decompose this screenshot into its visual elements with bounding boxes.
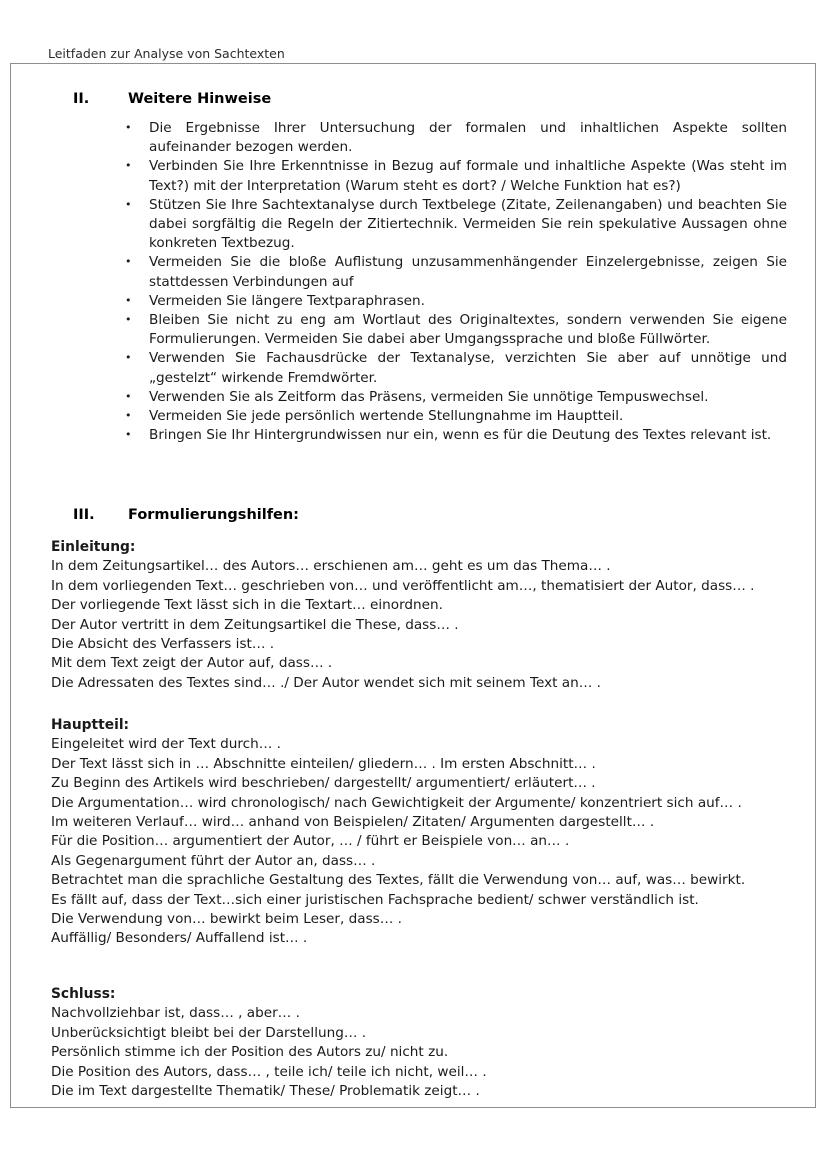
phrase-line: Die Adressaten des Textes sind… ./ Der Autor wendet sich mit seinem Text an… . (51, 674, 601, 691)
bullet-icon: • (125, 121, 132, 134)
bullet-icon: • (125, 255, 132, 269)
bullet-icon: • (125, 409, 132, 423)
list-item-text: Die Ergebnisse Ihrer Untersuchung der formalen und inhaltlichen Aspekte sollten aufeinander bezogen werden. (149, 120, 787, 156)
phrase-line: Mit dem Text zeigt der Autor auf, dass… . (51, 655, 333, 672)
page-content-frame (10, 63, 816, 1108)
list-item (117, 292, 787, 311)
section-number: III. (73, 507, 95, 523)
block-title: Schluss: (51, 986, 116, 1002)
phrase-line: Persönlich stimme ich der Position des Autors zu/ nicht zu. (51, 1044, 449, 1061)
list-item-text: Verbinden Sie Ihre Erkenntnisse in Bezug auf formale und inhaltliche Aspekte (Was steht im Text?) mit der Interpretation (Warum steht es dort? / Welche Funktion hat es?) (149, 158, 787, 194)
list-item-text: Vermeiden Sie jede persönlich wertende Stellungnahme im Hauptteil. (149, 408, 624, 425)
list-item-text: Verwenden Sie als Zeitform das Präsens, vermeiden Sie unnötige Tempuswechsel. (149, 388, 709, 405)
list-item (117, 196, 787, 254)
phrase-line: Für die Position… argumentiert der Autor, … / führt er Beispiele von… an… . (51, 833, 570, 850)
bullet-icon: • (125, 293, 132, 307)
list-item (117, 119, 787, 157)
block-schluss (51, 985, 793, 1101)
phrase-line: Als Gegenargument führt der Autor an, dass… . (51, 852, 376, 869)
phrase-line: Eingeleitet wird der Text durch… . (51, 736, 282, 753)
phrase-line: Nachvollziehbar ist, dass… , aber… . (51, 1005, 300, 1022)
phrase-line: In dem Zeitungsartikel… des Autors… erschienen am… geht es um das Thema… . (51, 558, 611, 575)
phrase-line: Unberücksichtigt bleibt bei der Darstellung… . (51, 1024, 367, 1041)
section-number: II. (73, 91, 90, 107)
frame-inner (11, 64, 815, 1107)
list-item (117, 157, 787, 195)
phrase-line: Die im Text dargestellte Thematik/ These/ Problematik zeigt… . (51, 1083, 480, 1100)
section-title: Weitere Hinweise (128, 91, 272, 107)
phrase-line: Im weiteren Verlauf… wird… anhand von Beispielen/ Zitaten/ Argumenten dargestellt… . (51, 814, 655, 831)
section-title: Formulierungshilfen: (128, 507, 299, 523)
list-item-text: Bleiben Sie nicht zu eng am Wortlaut des Originaltextes, sondern verwenden Sie eigene Formulierungen. Vermeiden Sie dabei aber Umgangssprache und bloße Füllwörter. (149, 312, 787, 348)
bullet-icon: • (125, 428, 132, 442)
hinweise-bullet-list (117, 119, 787, 445)
phrase-line: Der vorliegende Text lässt sich in die Textart… einordnen. (51, 597, 443, 614)
list-item (117, 253, 787, 291)
phrase-line: Die Position des Autors, dass… , teile ich/ teile ich nicht, weil… . (51, 1063, 487, 1080)
section-heading-formulierungshilfen (73, 506, 299, 524)
phrase-line: Die Verwendung von… bewirkt beim Leser, dass… . (51, 911, 402, 928)
running-header: Leitfaden zur Analyse von Sachtexten (48, 46, 285, 61)
bullet-icon: • (125, 197, 132, 211)
list-item (117, 388, 787, 407)
phrase-line: Der Text lässt sich in … Abschnitte einteilen/ gliedern… . Im ersten Abschnitt… . (51, 755, 596, 772)
section-heading-weitere-hinweise (73, 90, 271, 108)
phrase-line: Es fällt auf, dass der Text…sich einer juristischen Fachsprache bedient/ schwer verständlich ist. (51, 891, 699, 908)
phrase-line: Die Absicht des Verfassers ist… . (51, 636, 275, 653)
list-item-text: Stützen Sie Ihre Sachtextanalyse durch Textbelege (Zitate, Zeilenangaben) und beachten Sie dabei sorgfältig die Regeln der Zitiertechnik. Vermeiden Sie rein spekulative Aussagen ohne konkreten Textbezug. (149, 196, 787, 252)
bullet-icon: • (125, 159, 132, 173)
list-item (117, 426, 787, 445)
phrase-line: Der Autor vertritt in dem Zeitungsartikel die These, dass… . (51, 616, 459, 633)
phrase-line: In dem vorliegenden Text… geschrieben von… und veröffentlicht am…, thematisiert der Autor, dass… . (51, 577, 755, 594)
block-title: Einleitung: (51, 539, 136, 555)
block-einleitung (51, 538, 793, 693)
phrase-line: Zu Beginn des Artikels wird beschrieben/ dargestellt/ argumentiert/ erläutert… . (51, 775, 596, 792)
phrase-line: Die Argumentation… wird chronologisch/ nach Gewichtigkeit der Argumente/ konzentriert sich auf… . (51, 794, 742, 811)
phrase-line: Betrachtet man die sprachliche Gestaltung des Textes, fällt die Verwendung von… auf, was… bewirkt. (51, 872, 746, 889)
list-item-text: Bringen Sie Ihr Hintergrundwissen nur ein, wenn es für die Deutung des Textes relevant ist. (149, 427, 772, 444)
list-item (117, 311, 787, 349)
list-item (117, 349, 787, 387)
bullet-icon: • (125, 351, 132, 365)
bullet-icon: • (125, 313, 132, 327)
phrase-line: Auffällig/ Besonders/ Auffallend ist… . (51, 930, 308, 947)
block-title: Hauptteil: (51, 717, 130, 733)
bullet-icon: • (125, 389, 132, 403)
list-item-text: Vermeiden Sie längere Textparaphrasen. (149, 292, 425, 309)
list-item (117, 407, 787, 426)
list-item-text: Verwenden Sie Fachausdrücke der Textanalyse, verzichten Sie aber auf unnötige und „gestelzt“ wirkende Fremdwörter. (149, 350, 787, 386)
list-item-text: Vermeiden Sie die bloße Auflistung unzusammenhängender Einzelergebnisse, zeigen Sie stattdessen Verbindungen auf (149, 254, 787, 290)
block-hauptteil (51, 716, 793, 949)
